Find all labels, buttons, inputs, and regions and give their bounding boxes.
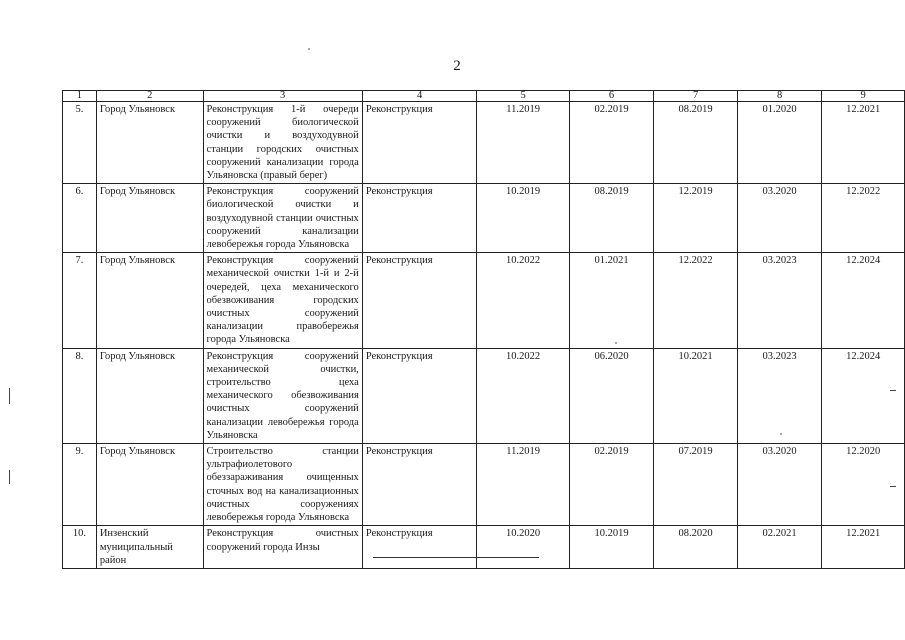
object-name-cell: Реконструкция сооружений биологической очистки и воздуходувной станции очистных сооружений канализации левобережья города Ульяновска <box>203 184 362 253</box>
municipality-cell: Город Ульяновск <box>96 184 203 253</box>
scan-mark <box>9 388 10 404</box>
date-cell: 01.2020 <box>737 102 822 184</box>
date-cell: 10.2019 <box>477 184 569 253</box>
date-cell: 02.2021 <box>737 526 822 569</box>
municipality-cell: Город Ульяновск <box>96 444 203 526</box>
scan-mark <box>9 470 10 484</box>
object-name-cell: Реконструкция сооружений механической очистки 1-й и 2-й очередей, цеха механического обезвоживания городских очистных сооружений канализации правобережья города Ульяновска <box>203 253 362 348</box>
date-cell: 10.2020 <box>477 526 569 569</box>
row-number: 8. <box>63 348 97 443</box>
date-cell: 10.2022 <box>477 348 569 443</box>
column-header: 9 <box>822 91 905 102</box>
table-row <box>63 444 905 526</box>
column-header: 8 <box>737 91 822 102</box>
date-cell: 08.2019 <box>569 184 654 253</box>
column-header: 2 <box>96 91 203 102</box>
work-type-cell: Реконструкция <box>362 348 477 443</box>
column-header: 4 <box>362 91 477 102</box>
date-cell: 12.2022 <box>654 253 738 348</box>
date-cell: 10.2022 <box>477 253 569 348</box>
table-row <box>63 253 905 348</box>
header-row <box>63 91 905 102</box>
row-number: 10. <box>63 526 97 569</box>
municipality-cell: Город Ульяновск <box>96 102 203 184</box>
date-cell: 12.2024 <box>822 253 905 348</box>
date-cell: 11.2019 <box>477 444 569 526</box>
date-cell: 11.2019 <box>477 102 569 184</box>
municipality-cell: Город Ульяновск <box>96 253 203 348</box>
column-header: 1 <box>63 91 97 102</box>
date-cell: 01.2021 <box>569 253 654 348</box>
date-cell: 12.2020 <box>822 444 905 526</box>
table-row <box>63 526 905 569</box>
row-number: 9. <box>63 444 97 526</box>
work-type-cell: Реконструкция <box>362 184 477 253</box>
work-type-cell: Реконструкция <box>362 444 477 526</box>
date-cell: 07.2019 <box>654 444 738 526</box>
date-cell: 03.2023 <box>737 253 822 348</box>
table-row <box>63 184 905 253</box>
scan-mark <box>890 486 896 487</box>
date-cell: 12.2022 <box>822 184 905 253</box>
work-type-cell: Реконструкция <box>362 526 477 569</box>
date-cell: 03.2020 <box>737 444 822 526</box>
object-name-cell: Строительство станции ультрафиолетового обеззараживания очищенных сточных вод на канализационных очистных сооружениях левобережья города Ульяновска <box>203 444 362 526</box>
table-row <box>63 348 905 443</box>
date-cell: 03.2023 <box>737 348 822 443</box>
date-cell: 03.2020 <box>737 184 822 253</box>
scan-speck <box>615 342 617 344</box>
date-cell: 12.2019 <box>654 184 738 253</box>
projects-table <box>62 90 905 569</box>
work-type-cell: Реконструкция <box>362 102 477 184</box>
object-name-cell: Реконструкция сооружений механической очистки, строительство цеха механического обезвоживания очистных сооружений канализации левобережья города Ульяновска <box>203 348 362 443</box>
row-number: 5. <box>63 102 97 184</box>
date-cell: 10.2019 <box>569 526 654 569</box>
object-name-cell: Реконструкция очистных сооружений города Инзы <box>203 526 362 569</box>
object-name-cell: Реконструкция 1-й очереди сооружений биологической очистки и воздуходувной станции городских очистных сооружений канализации города Ульяновска (правый берег) <box>203 102 362 184</box>
scan-mark <box>890 390 896 391</box>
date-cell: 12.2024 <box>822 348 905 443</box>
date-cell: 08.2019 <box>654 102 738 184</box>
date-cell: 02.2019 <box>569 102 654 184</box>
municipality-cell: Город Ульяновск <box>96 348 203 443</box>
date-cell: 08.2020 <box>654 526 738 569</box>
row-number: 6. <box>63 184 97 253</box>
table-row <box>63 102 905 184</box>
column-header: 6 <box>569 91 654 102</box>
column-header: 7 <box>654 91 738 102</box>
date-cell: 12.2021 <box>822 526 905 569</box>
page-number: 2 <box>453 58 461 74</box>
work-type-cell: Реконструкция <box>362 253 477 348</box>
scan-speck <box>308 48 310 50</box>
date-cell: 02.2019 <box>569 444 654 526</box>
closing-rule <box>373 557 539 558</box>
date-cell: 10.2021 <box>654 348 738 443</box>
scan-speck <box>780 433 782 435</box>
municipality-cell: Инзенский муниципальный район <box>96 526 203 569</box>
date-cell: 12.2021 <box>822 102 905 184</box>
row-number: 7. <box>63 253 97 348</box>
column-header: 5 <box>477 91 569 102</box>
column-header: 3 <box>203 91 362 102</box>
date-cell: 06.2020 <box>569 348 654 443</box>
